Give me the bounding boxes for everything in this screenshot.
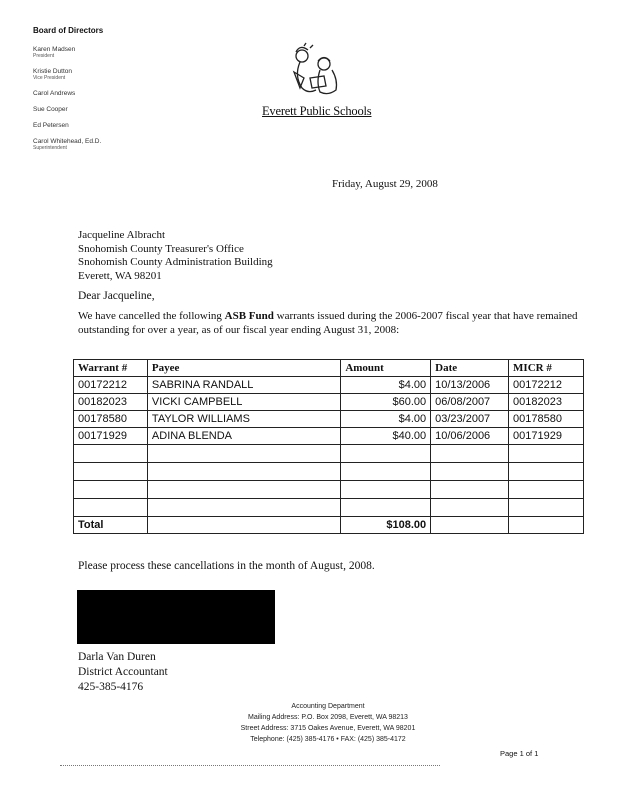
member-role: Vice President xyxy=(33,75,66,81)
signer-phone: 425-385-4176 xyxy=(78,681,144,693)
total-amount: $108.00 xyxy=(341,517,431,534)
children-reading-icon xyxy=(280,42,350,102)
empty-row xyxy=(74,463,584,481)
board-member xyxy=(33,106,143,113)
salutation: Dear Jacqueline, xyxy=(78,290,155,302)
micr-number: 00172212 xyxy=(509,377,584,394)
signature-block xyxy=(78,650,168,695)
warrant-number: 00182023 xyxy=(74,394,148,411)
school-logo xyxy=(262,42,372,124)
header-micr: MICR # xyxy=(509,360,584,377)
letter-date: Friday, August 29, 2008 xyxy=(332,178,438,190)
table-row xyxy=(74,394,584,411)
page-number: Page 1 of 1 xyxy=(500,749,539,758)
header-payee: Payee xyxy=(147,360,340,377)
total-row xyxy=(74,517,584,534)
member-name: Karen Madsen xyxy=(33,46,76,53)
body-text-end: warrants issued during the 2006-2007 fiscal year that have remained outstanding for over a year, as of our fiscal year ending August 31, 2008: xyxy=(78,310,578,336)
letter-body xyxy=(78,309,578,337)
body-text-start: We have cancelled the following xyxy=(78,310,225,322)
footer-phone: Telephone: (425) 385-4176 • FAX: (425) 385-4172 xyxy=(250,736,406,743)
micr-number: 00171929 xyxy=(509,428,584,445)
empty-row xyxy=(74,481,584,499)
footer-street: Street Address: 3715 Oakes Avenue, Everett, WA 98201 xyxy=(240,725,416,732)
amount: $60.00 xyxy=(341,394,431,411)
micr-number: 00182023 xyxy=(509,394,584,411)
table-row xyxy=(74,411,584,428)
board-member xyxy=(33,138,143,151)
table-row xyxy=(74,428,584,445)
amount: $4.00 xyxy=(341,377,431,394)
table-row xyxy=(74,377,584,394)
amount: $4.00 xyxy=(341,411,431,428)
logo-text: Everett Public Schools xyxy=(262,104,372,118)
recipient-city: Everett, WA 98201 xyxy=(78,269,162,282)
payee: SABRINA RANDALL xyxy=(147,377,340,394)
member-role: Superintendent xyxy=(33,145,67,151)
footer-divider xyxy=(60,765,440,766)
signer-name: Darla Van Duren xyxy=(78,651,156,663)
empty-row xyxy=(74,499,584,517)
warrant-date: 10/06/2006 xyxy=(431,428,509,445)
recipient-address xyxy=(78,229,273,283)
board-heading: Board of Directors xyxy=(33,26,104,35)
board-member xyxy=(33,90,143,97)
warrant-date: 06/08/2007 xyxy=(431,394,509,411)
header-amount: Amount xyxy=(341,360,431,377)
warrants-table xyxy=(73,359,584,534)
member-name: Carol Whitehead, Ed.D. xyxy=(33,138,102,145)
warrant-number: 00171929 xyxy=(74,428,148,445)
board-member xyxy=(33,68,143,81)
recipient-office: Snohomish County Treasurer's Office xyxy=(78,242,244,255)
footer xyxy=(200,701,456,745)
footer-mailing: Mailing Address: P.O. Box 2098, Everett, WA 98213 xyxy=(248,714,408,721)
payee: TAYLOR WILLIAMS xyxy=(147,411,340,428)
member-name: Sue Cooper xyxy=(33,106,68,113)
redacted-signature xyxy=(77,590,275,644)
member-name: Kristie Dutton xyxy=(33,68,73,75)
recipient-name: Jacqueline Albracht xyxy=(78,229,166,241)
board-member xyxy=(33,46,143,59)
warrant-number: 00172212 xyxy=(74,377,148,394)
member-name: Ed Petersen xyxy=(33,122,69,129)
payee: ADINA BLENDA xyxy=(147,428,340,445)
micr-number: 00178580 xyxy=(509,411,584,428)
warrant-date: 03/23/2007 xyxy=(431,411,509,428)
table-header-row xyxy=(74,360,584,377)
warrant-date: 10/13/2006 xyxy=(431,377,509,394)
fund-name: ASB Fund xyxy=(224,310,274,322)
process-instruction: Please process these cancellations in the month of August, 2008. xyxy=(78,560,375,572)
footer-dept: Accounting Department xyxy=(291,703,365,710)
payee: VICKI CAMPBELL xyxy=(147,394,340,411)
amount: $40.00 xyxy=(341,428,431,445)
recipient-building: Snohomish County Administration Building xyxy=(78,256,273,268)
total-label: Total xyxy=(74,517,148,534)
member-role: President xyxy=(33,53,55,59)
empty-row xyxy=(74,445,584,463)
board-of-directors xyxy=(33,26,143,160)
signer-title: District Accountant xyxy=(78,666,168,678)
header-date: Date xyxy=(431,360,509,377)
board-member xyxy=(33,122,143,129)
warrant-number: 00178580 xyxy=(74,411,148,428)
member-name: Carol Andrews xyxy=(33,90,76,97)
header-warrant: Warrant # xyxy=(74,360,148,377)
